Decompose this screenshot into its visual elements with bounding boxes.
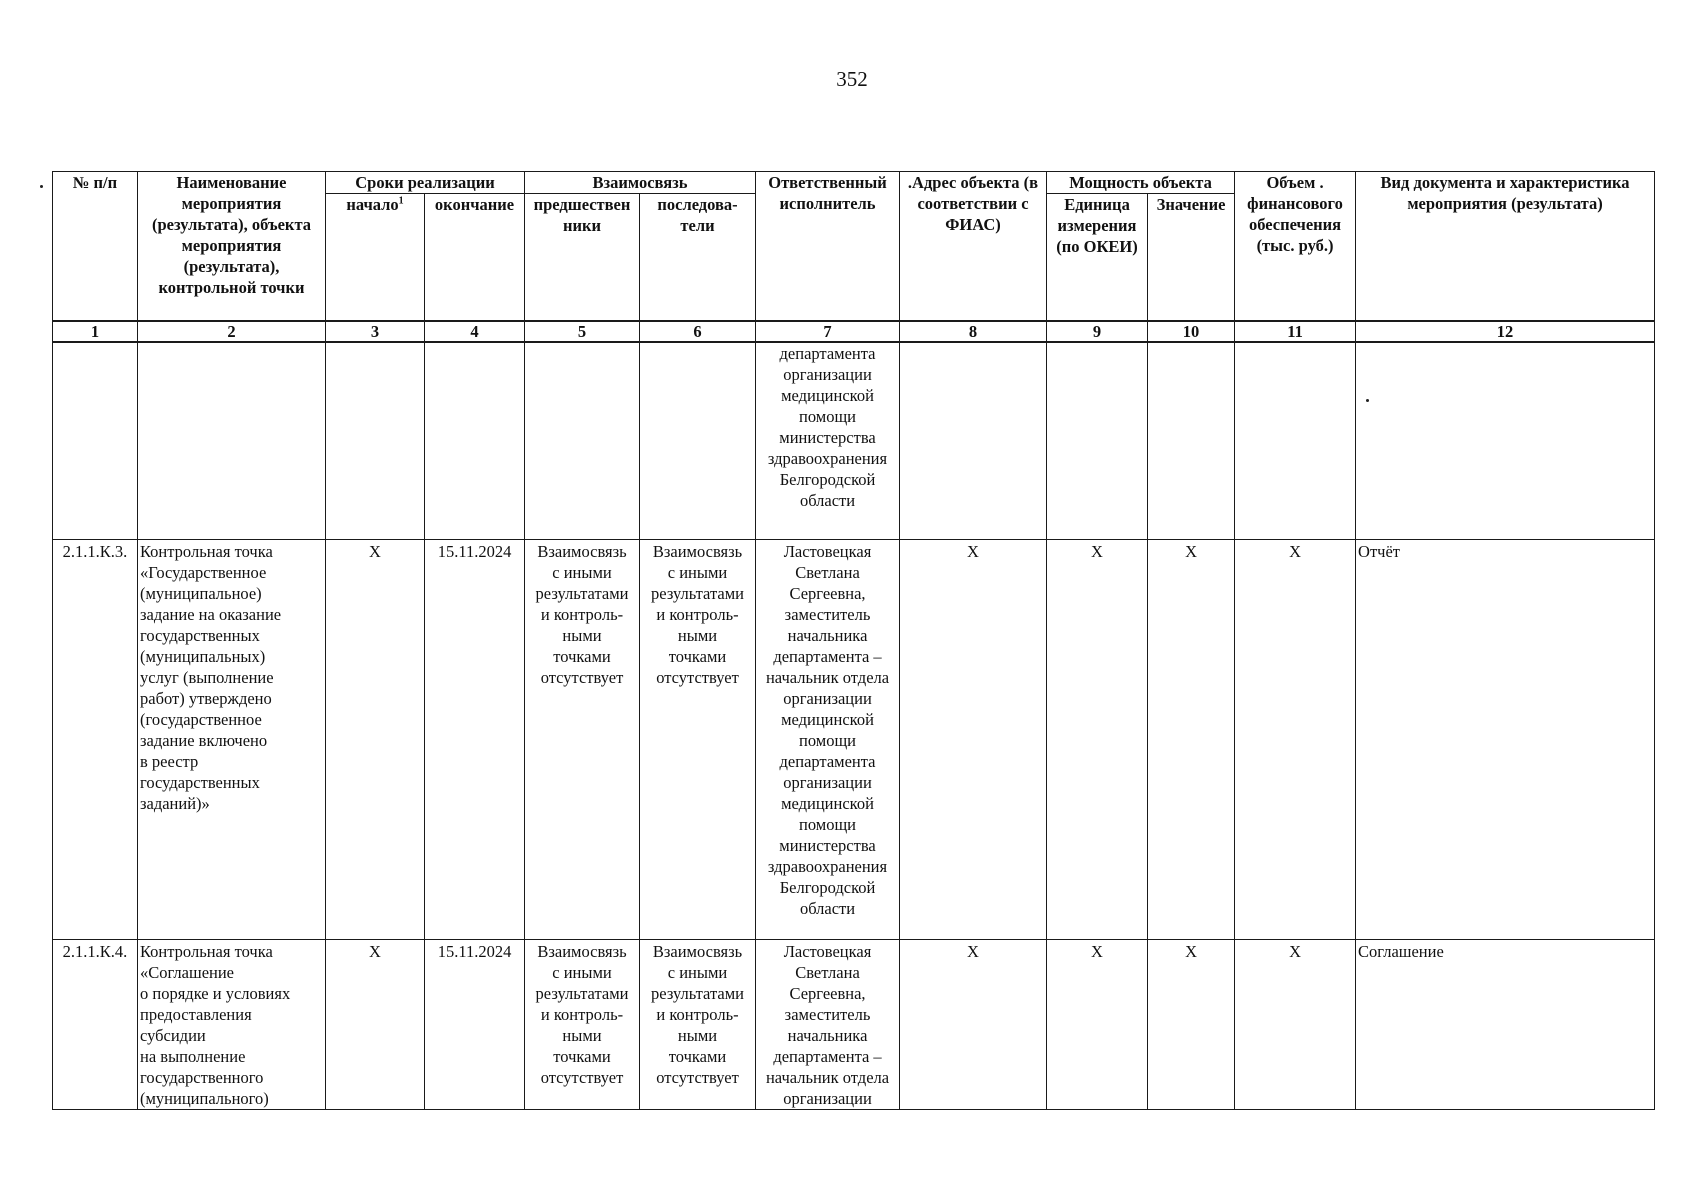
row-number bbox=[53, 342, 138, 540]
column-number: 9 bbox=[1047, 321, 1148, 342]
header-capacity: Мощность объекта bbox=[1047, 172, 1235, 194]
row-address: X bbox=[900, 940, 1047, 1110]
column-number: 12 bbox=[1356, 321, 1655, 342]
header-successors: последова- тели bbox=[640, 194, 756, 322]
row-start: X bbox=[326, 940, 425, 1110]
header-unit: Единица измерения (по ОКЕИ) bbox=[1047, 194, 1148, 322]
row-finance: X bbox=[1235, 540, 1356, 940]
row-value bbox=[1148, 342, 1235, 540]
row-doc-type: Отчёт bbox=[1356, 540, 1655, 940]
column-number: 7 bbox=[756, 321, 900, 342]
row-responsible: департамента организации медицинской помощи министерства здравоохранения Белгородской области bbox=[756, 342, 900, 540]
header-start-label: начало bbox=[346, 195, 399, 214]
row-unit: X bbox=[1047, 540, 1148, 940]
header-doc-type: Вид документа и характеристика мероприятия (результата) bbox=[1356, 172, 1655, 322]
row-address bbox=[900, 342, 1047, 540]
header-value: Значение bbox=[1148, 194, 1235, 322]
table-row bbox=[53, 342, 1655, 540]
row-name: Контрольная точка «Соглашение о порядке и условиях предоставления субсидии на выполнение государственного (муниципального) bbox=[138, 940, 326, 1110]
row-value: X bbox=[1148, 940, 1235, 1110]
column-number: 6 bbox=[640, 321, 756, 342]
column-number: 1 bbox=[53, 321, 138, 342]
column-number: 10 bbox=[1148, 321, 1235, 342]
row-responsible: Ластовецкая Светлана Сергеевна, заместитель начальника департамента – начальник отдела организации bbox=[756, 940, 900, 1110]
row-value: X bbox=[1148, 540, 1235, 940]
row-doc-type bbox=[1356, 342, 1655, 540]
header-responsible: Ответственный исполнитель bbox=[756, 172, 900, 322]
row-successors: Взаимосвязь с иными результатами и контроль- ными точками отсутствует bbox=[640, 540, 756, 940]
row-end: 15.11.2024 bbox=[425, 540, 525, 940]
column-number: 11 bbox=[1235, 321, 1356, 342]
column-number: 5 bbox=[525, 321, 640, 342]
row-address: X bbox=[900, 540, 1047, 940]
activities-table bbox=[52, 171, 1655, 1110]
column-number: 4 bbox=[425, 321, 525, 342]
header-name: Наименование мероприятия (результата), объекта мероприятия (результата), контрольной точки bbox=[138, 172, 326, 322]
row-name: Контрольная точка «Государственное (муниципальное) задание на оказание государственных (муниципальных) услуг (выполнение работ) утверждено (государственное задание включено в реестр государственных заданий)» bbox=[138, 540, 326, 940]
stray-mark bbox=[40, 185, 43, 188]
column-number: 2 bbox=[138, 321, 326, 342]
header-predecessors: предшествен ники bbox=[525, 194, 640, 322]
row-end: 15.11.2024 bbox=[425, 940, 525, 1110]
header-number: № п/п bbox=[53, 172, 138, 322]
table-header bbox=[53, 172, 1655, 343]
row-start bbox=[326, 342, 425, 540]
row-predecessors bbox=[525, 342, 640, 540]
row-end bbox=[425, 342, 525, 540]
footnote-mark: 1 bbox=[398, 195, 404, 207]
header-address: .Адрес объекта (в соответствии с ФИАС) bbox=[900, 172, 1047, 322]
row-unit bbox=[1047, 342, 1148, 540]
row-successors bbox=[640, 342, 756, 540]
row-number: 2.1.1.К.3. bbox=[53, 540, 138, 940]
row-unit: X bbox=[1047, 940, 1148, 1110]
row-doc-type: Соглашение bbox=[1356, 940, 1655, 1110]
column-number: 3 bbox=[326, 321, 425, 342]
header-links: Взаимосвязь bbox=[525, 172, 756, 194]
page-number: 352 bbox=[836, 67, 868, 91]
row-number: 2.1.1.К.4. bbox=[53, 940, 138, 1110]
row-finance: X bbox=[1235, 940, 1356, 1110]
row-responsible: Ластовецкая Светлана Сергеевна, заместитель начальника департамента – начальник отдела организации медицинской помощи департамента организации медицинской помощи министерства здравоохранения Белгородской области bbox=[756, 540, 900, 940]
row-predecessors: Взаимосвязь с иными результатами и контроль- ными точками отсутствует bbox=[525, 940, 640, 1110]
header-finance: Объем . финансового обеспечения (тыс. руб.) bbox=[1235, 172, 1356, 322]
header-terms: Сроки реализации bbox=[326, 172, 525, 194]
table-row bbox=[53, 540, 1655, 940]
row-name bbox=[138, 342, 326, 540]
row-finance bbox=[1235, 342, 1356, 540]
header-start bbox=[326, 194, 425, 322]
row-successors: Взаимосвязь с иными результатами и контроль- ными точками отсутствует bbox=[640, 940, 756, 1110]
column-number: 8 bbox=[900, 321, 1047, 342]
row-start: X bbox=[326, 540, 425, 940]
row-predecessors: Взаимосвязь с иными результатами и контроль- ными точками отсутствует bbox=[525, 540, 640, 940]
header-end: окончание bbox=[425, 194, 525, 322]
table-row bbox=[53, 940, 1655, 1110]
